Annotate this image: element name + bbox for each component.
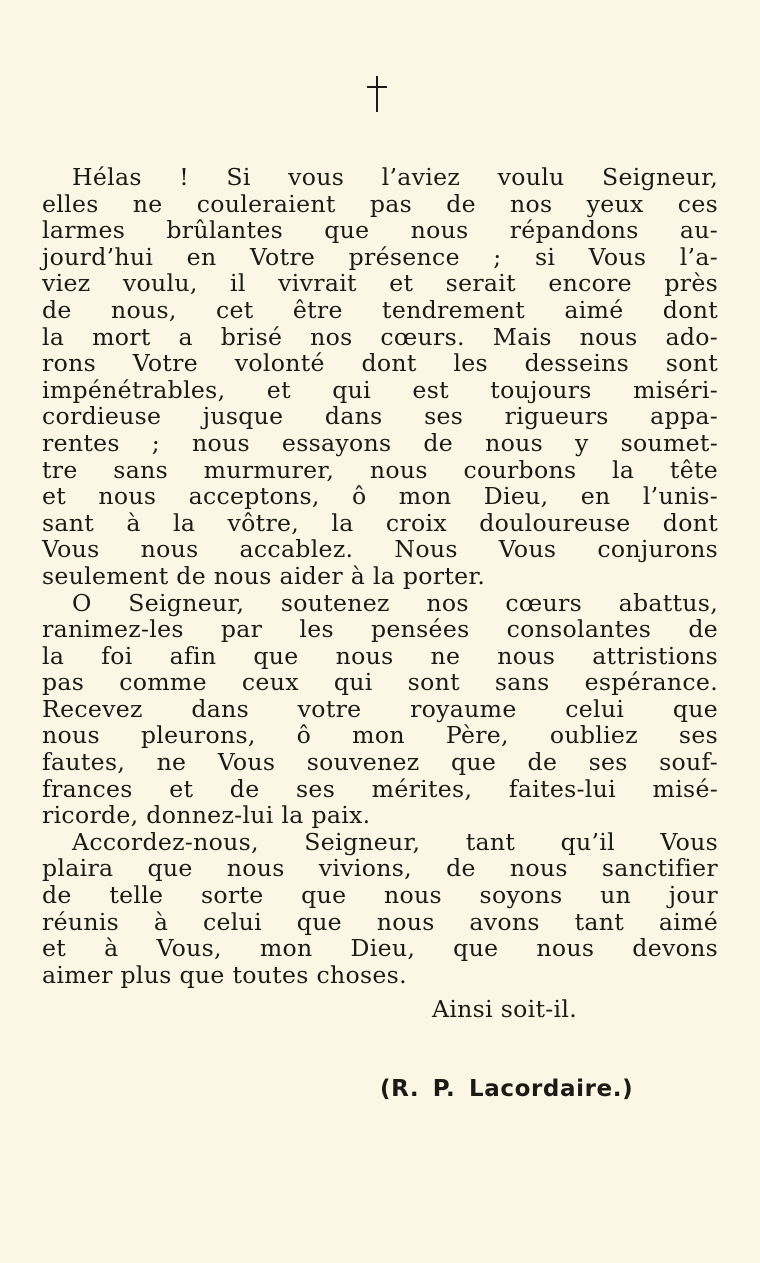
text-line: de telle sorte que nous soyons un jour xyxy=(42,881,718,910)
text-line: ranimez-les par les pensées consolantes de xyxy=(42,615,718,644)
cross-icon-horizontal xyxy=(367,86,387,88)
text-line: seulement de nous aider à la porter. xyxy=(42,561,486,590)
text-line: cordieuse jusque dans ses rigueurs appa- xyxy=(42,402,718,431)
text-line: la foi afin que nous ne nous attristions xyxy=(42,641,718,670)
closing-amen: Ainsi soit-il. xyxy=(432,995,578,1023)
author-attribution: (R. P. Lacordaire.) xyxy=(380,1076,634,1102)
text-line: aimer plus que toutes choses. xyxy=(42,960,407,989)
text-line: sant à la vôtre, la croix douloureuse dont xyxy=(42,508,718,537)
text-line: Accordez-nous, Seigneur, tant qu’il Vous xyxy=(72,827,718,856)
cross-icon xyxy=(364,76,390,112)
text-line: frances et de ses mérites, faites-lui misé- xyxy=(42,774,718,803)
text-line: ricorde, donnez-lui la paix. xyxy=(42,801,371,830)
text-line: réunis à celui que nous avons tant aimé xyxy=(42,907,718,936)
text-line: rons Votre volonté dont les desseins sont xyxy=(42,349,718,378)
text-line: impénétrables, et qui est toujours miséri- xyxy=(42,375,718,404)
text-line: de nous, cet être tendrement aimé dont xyxy=(42,295,718,324)
text-line: larmes brûlantes que nous répandons au- xyxy=(42,216,718,245)
cross-icon-vertical xyxy=(376,76,378,112)
text-line: fautes, ne Vous souvenez que de ses souf- xyxy=(42,748,718,777)
prayer-text xyxy=(42,164,718,988)
text-line: la mort a brisé nos cœurs. Mais nous ado- xyxy=(42,322,718,351)
text-line: nous pleurons, ô mon Père, oubliez ses xyxy=(42,721,718,750)
text-line: pas comme ceux qui sont sans espérance. xyxy=(42,668,718,697)
text-line: rentes ; nous essayons de nous y soumet- xyxy=(42,428,718,457)
text-line: et nous acceptons, ô mon Dieu, en l’unis- xyxy=(42,482,718,511)
text-line: viez voulu, il vivrait et serait encore près xyxy=(42,269,718,298)
text-line: et à Vous, mon Dieu, que nous devons xyxy=(42,934,718,963)
text-line: tre sans murmurer, nous courbons la tête xyxy=(42,455,718,484)
text-line: Hélas ! Si vous l’aviez voulu Seigneur, xyxy=(72,163,718,191)
text-line: plaira que nous vivions, de nous sanctifier xyxy=(42,854,718,883)
text-line: jourd’hui en Votre présence ; si Vous l’a- xyxy=(42,242,718,271)
text-line: Recevez dans votre royaume celui que xyxy=(42,694,718,723)
text-line: Vous nous accablez. Nous Vous conjurons xyxy=(42,535,718,564)
text-line: O Seigneur, soutenez nos cœurs abattus, xyxy=(72,588,718,617)
text-line: elles ne couleraient pas de nos yeux ces xyxy=(42,189,718,218)
